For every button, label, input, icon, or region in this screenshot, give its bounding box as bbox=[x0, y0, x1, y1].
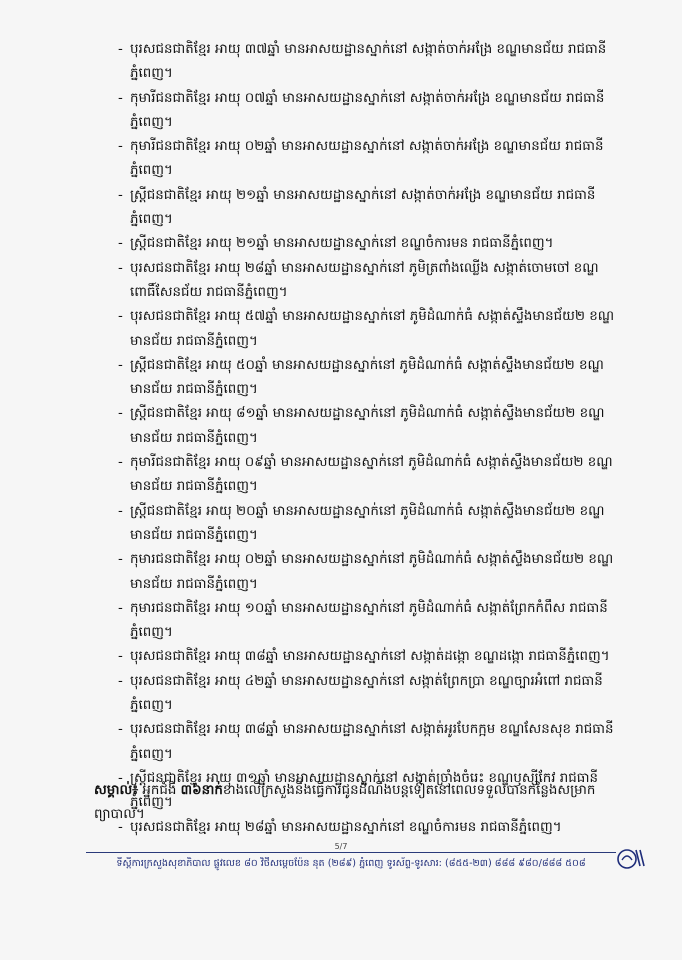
list-item: - បុរសជនជាតិខ្មែរ អាយុ ៣៨ឆ្នាំ មានអាសយដ្ឋានស្នាក់នៅ សង្កាត់អូរបែកក្អម ខណ្ឌសែនសុខ រាជធានីភ្នំពេញ។ bbox=[118, 718, 618, 767]
ministry-seal-icon bbox=[616, 846, 646, 870]
list-item: - បុរសជនជាតិខ្មែរ អាយុ ២៨ឆ្នាំ មានអាសយដ្ឋានស្នាក់នៅ ខណ្ឌចំការមន រាជធានីភ្នំពេញ។ bbox=[118, 816, 618, 840]
list-item: - ស្ត្រីជនជាតិខ្មែរ អាយុ ៨១ឆ្នាំ មានអាសយដ្ឋានស្នាក់នៅ ភូមិដំណាក់ធំ សង្កាត់ស្ទឹងមានជ័យ២ ខណ្ឌមានជ័យ រាជធានីភ្នំពេញ។ bbox=[118, 402, 618, 451]
patient-count: ៣៦នាក់ bbox=[180, 783, 223, 799]
page-number: 5/7 bbox=[334, 842, 348, 851]
list-item: - កុមារជនជាតិខ្មែរ អាយុ ០២ឆ្នាំ មានអាសយដ្ឋានស្នាក់នៅ ភូមិដំណាក់ធំ សង្កាត់ស្ទឹងមានជ័យ២ ខណ្ឌមានជ័យ រាជធានីភ្នំពេញ។ bbox=[118, 548, 618, 597]
list-item: - បុរសជនជាតិខ្មែរ អាយុ ២៨ឆ្នាំ មានអាសយដ្ឋានស្នាក់នៅ ភូមិត្រពាំងឈ្លើង សង្កាត់ចោមចៅ ខណ្ឌពោធិ៍សែនជ័យ រាជធានីភ្នំពេញ។ bbox=[118, 257, 618, 306]
footer-address: ទីស្តីការក្រសួងសុខាភិបាល ផ្លូវលេខ ៨០ វិថីសម្តេចប៉ែន នុត (២៨៩) ភ្នំពេញ ទូរស័ព្ទ-ទូរសារ: (៨៥៥-២៣) ៨៨៨ ៩៨០/៨៨៨ ៥០៨ bbox=[116, 858, 586, 869]
list-item: - កុមារជនជាតិខ្មែរ អាយុ ១០ឆ្នាំ មានអាសយដ្ឋានស្នាក់នៅ ភូមិដំណាក់ធំ សង្កាត់ព្រែកកំពឹស រាជធានីភ្នំពេញ។ bbox=[118, 597, 618, 646]
note-text: ខាងលើក្រសួងនឹងធ្វើការជូនដំណឹងបន្តទៀតនៅពេលទទួលបានកន្លែងសម្រាកព្យាបាល។ bbox=[94, 783, 596, 823]
list-item: - កុមារីជនជាតិខ្មែរ អាយុ ០២ឆ្នាំ មានអាសយដ្ឋានស្នាក់នៅ សង្កាត់ចាក់អង្រែ ខណ្ឌមានជ័យ រាជធានីភ្នំពេញ។ bbox=[118, 135, 618, 184]
list-item: - ស្ត្រីជនជាតិខ្មែរ អាយុ ៣១ឆ្នាំ មានអាសយដ្ឋានស្នាក់នៅ សង្កាត់ច្រាំងចំរេះ ខណ្ឌឫស្សីកែវ រាជធានីភ្នំពេញ។ bbox=[118, 767, 618, 816]
footer-divider bbox=[86, 852, 616, 853]
list-item: - កុមារីជនជាតិខ្មែរ អាយុ ០៧ឆ្នាំ មានអាសយដ្ឋានស្នាក់នៅ សង្កាត់ចាក់អង្រែ ខណ្ឌមានជ័យ រាជធានីភ្នំពេញ។ bbox=[118, 87, 618, 136]
list-item: - បុរសជនជាតិខ្មែរ អាយុ ៤២ឆ្នាំ មានអាសយដ្ឋានស្នាក់នៅ សង្កាត់ព្រែកប្រា ខណ្ឌច្បារអំពៅ រាជធានីភ្នំពេញ។ bbox=[118, 670, 618, 719]
note-paragraph bbox=[94, 779, 618, 827]
case-list bbox=[118, 38, 618, 840]
note-label: សម្គាល់៖ bbox=[94, 783, 139, 799]
list-item: - កុមារីជនជាតិខ្មែរ អាយុ ០៩ឆ្នាំ មានអាសយដ្ឋានស្នាក់នៅ ភូមិដំណាក់ធំ សង្កាត់ស្ទឹងមានជ័យ២ ខណ្ឌមានជ័យ រាជធានីភ្នំពេញ។ bbox=[118, 451, 618, 500]
note-lead: អ្នកជំងឺ bbox=[142, 783, 177, 799]
list-item: - បុរសជនជាតិខ្មែរ អាយុ ៣៧ឆ្នាំ មានអាសយដ្ឋានស្នាក់នៅ សង្កាត់ចាក់អង្រែ ខណ្ឌមានជ័យ រាជធានីភ្នំពេញ។ bbox=[118, 38, 618, 87]
list-item: - បុរសជនជាតិខ្មែរ អាយុ ៣៨ឆ្នាំ មានអាសយដ្ឋានស្នាក់នៅ សង្កាត់ដង្កោ ខណ្ឌដង្កោ រាជធានីភ្នំពេញ។ bbox=[118, 645, 618, 669]
list-item: - ស្ត្រីជនជាតិខ្មែរ អាយុ ២១ឆ្នាំ មានអាសយដ្ឋានស្នាក់នៅ សង្កាត់ចាក់អង្រែ ខណ្ឌមានជ័យ រាជធានីភ្នំពេញ។ bbox=[118, 184, 618, 233]
list-item: - ស្ត្រីជនជាតិខ្មែរ អាយុ ៥០ឆ្នាំ មានអាសយដ្ឋានស្នាក់នៅ ភូមិដំណាក់ធំ សង្កាត់ស្ទឹងមានជ័យ២ ខណ្ឌមានជ័យ រាជធានីភ្នំពេញ។ bbox=[118, 354, 618, 403]
list-item: - ស្ត្រីជនជាតិខ្មែរ អាយុ ២១ឆ្នាំ មានអាសយដ្ឋានស្នាក់នៅ ខណ្ឌចំការមន រាជធានីភ្នំពេញ។ bbox=[118, 232, 618, 256]
list-item: - បុរសជនជាតិខ្មែរ អាយុ ៥៧ឆ្នាំ មានអាសយដ្ឋានស្នាក់នៅ ភូមិដំណាក់ធំ សង្កាត់ស្ទឹងមានជ័យ២ ខណ្ឌមានជ័យ រាជធានីភ្នំពេញ។ bbox=[118, 305, 618, 354]
list-item: - ស្ត្រីជនជាតិខ្មែរ អាយុ ២០ឆ្នាំ មានអាសយដ្ឋានស្នាក់នៅ ភូមិដំណាក់ធំ សង្កាត់ស្ទឹងមានជ័យ២ ខណ្ឌមានជ័យ រាជធានីភ្នំពេញ។ bbox=[118, 500, 618, 549]
